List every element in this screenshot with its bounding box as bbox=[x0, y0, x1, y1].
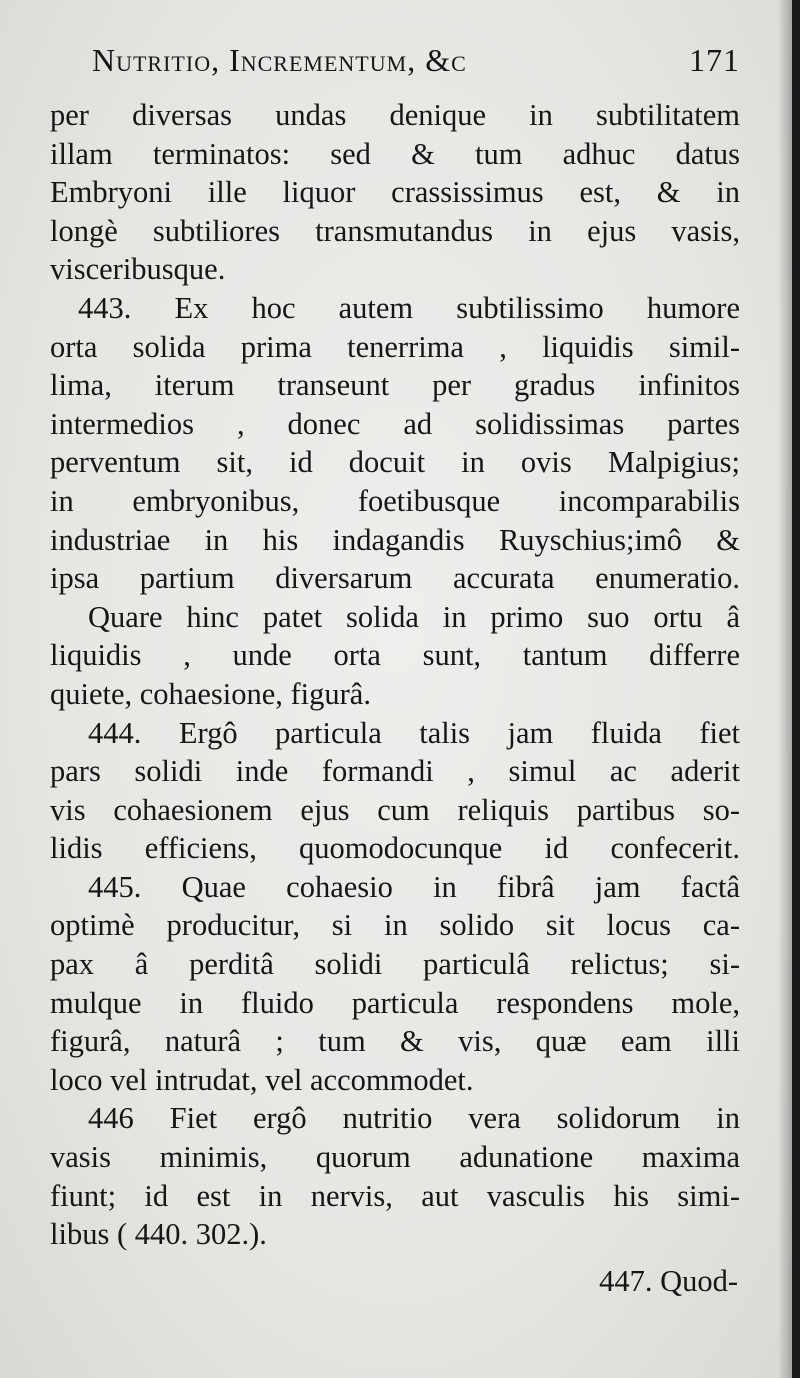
text-line: mulque in fluido particula respondens mole, bbox=[50, 985, 740, 1020]
paragraph-444-start: 444. Ergô particula talis jam fluida fiet bbox=[88, 715, 740, 750]
text-line: orta solida prima tenerrima , liquidis simil- bbox=[50, 329, 740, 364]
text-line: lidis efficiens, quomodocunque id confecerit. bbox=[50, 831, 740, 866]
text-line: loco vel intrudat, vel accommodet. bbox=[50, 1062, 474, 1097]
text-line: illam terminatos: sed & tum adhuc datus bbox=[50, 136, 740, 171]
running-head: Nutritio, Incrementum, &c bbox=[92, 42, 467, 78]
paragraph-446-start: 446 Fiet ergô nutritio vera solidorum in bbox=[88, 1101, 740, 1136]
body-text bbox=[50, 96, 740, 1300]
text-line: visceribusque. bbox=[50, 252, 226, 287]
text-line: perventum sit, id docuit in ovis Malpigius; bbox=[50, 445, 740, 480]
page-edge-shadow bbox=[778, 0, 792, 1378]
paragraph-445-start: 445. Quae cohaesio in fibrâ jam factâ bbox=[88, 869, 740, 904]
text-line: industriae in his indagandis Ruyschius;imô & bbox=[50, 522, 740, 557]
text-line: per diversas undas denique in subtilitatem bbox=[50, 98, 740, 132]
text-line: intermedios , donec ad solidissimas partes bbox=[50, 406, 740, 441]
text-line: vasis minimis, quorum adunatione maxima bbox=[50, 1140, 740, 1175]
catchword: 447. Quod- bbox=[599, 1263, 738, 1298]
paragraph-443-start: 443. Ex hoc autem subtilissimo humore bbox=[78, 290, 740, 325]
page-header bbox=[92, 42, 740, 92]
text-line: fiunt; id est in nervis, aut vasculis his simi- bbox=[50, 1178, 740, 1213]
text-line: in embryonibus, foetibusque incomparabilis bbox=[50, 483, 740, 518]
text-line: lima, iterum transeunt per gradus infinitos bbox=[50, 368, 740, 403]
text-line: quiete, cohaesione, figurâ. bbox=[50, 676, 371, 711]
text-line: libus ( 440. 302.). bbox=[50, 1217, 267, 1252]
text-line: longè subtiliores transmutandus in ejus vasis, bbox=[50, 213, 740, 248]
page-number: 171 bbox=[689, 42, 740, 78]
text-line: pars solidi inde formandi , simul ac aderit bbox=[50, 754, 740, 789]
text-line: vis cohaesionem ejus cum reliquis partibus so- bbox=[50, 792, 740, 827]
text-line: Embryoni ille liquor crassissimus est, & in bbox=[50, 175, 740, 210]
paragraph-quare-start: Quare hinc patet solida in primo suo ortu â bbox=[88, 599, 740, 634]
text-line: figurâ, naturâ ; tum & vis, quæ eam illi bbox=[50, 1024, 740, 1059]
text-line: liquidis , unde orta sunt, tantum differre bbox=[50, 638, 740, 673]
text-line: ipsa partium diversarum accurata enumeratio. bbox=[50, 561, 740, 596]
text-line: optimè producitur, si in solido sit locus ca- bbox=[50, 908, 740, 943]
text-line: pax â perditâ solidi particulâ relictus; si- bbox=[50, 947, 740, 982]
